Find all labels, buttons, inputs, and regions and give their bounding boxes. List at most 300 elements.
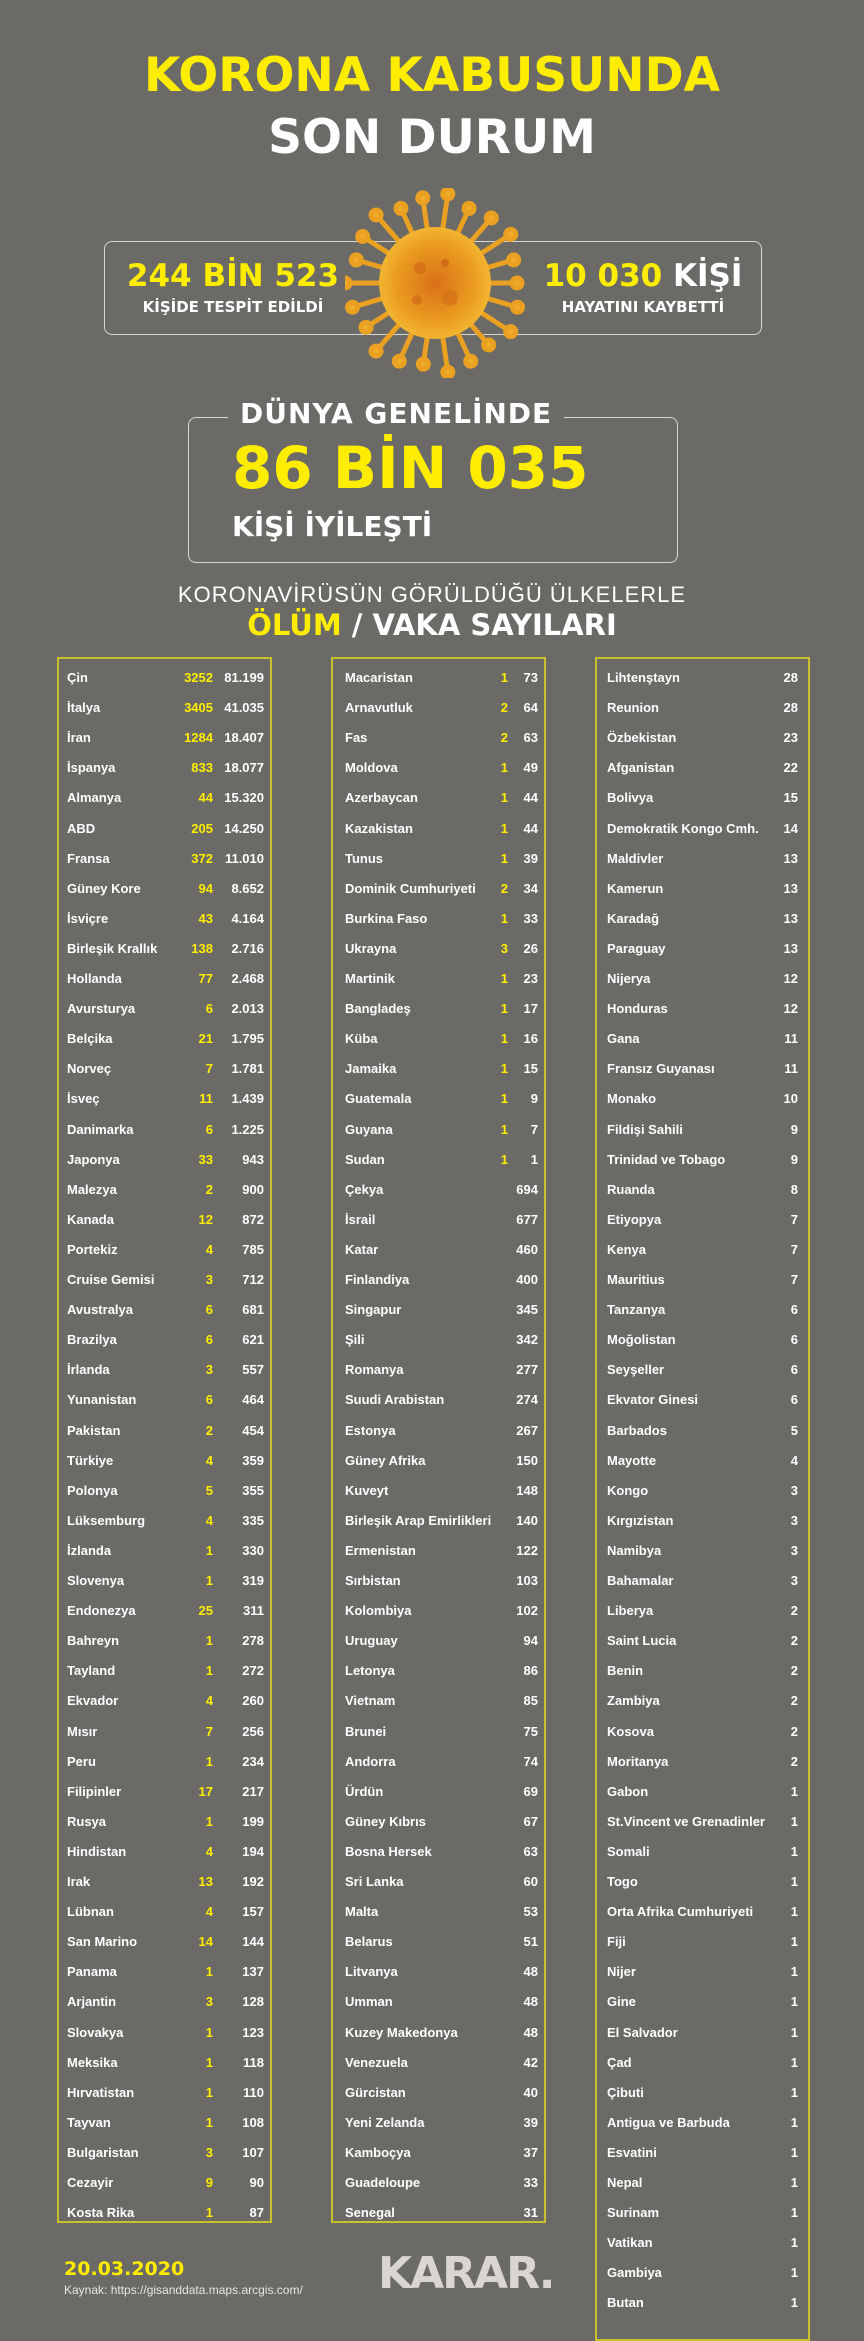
case-count: 1.781 [231,1061,264,1077]
country-row [59,1325,270,1355]
case-count: 48 [523,1964,538,1980]
country-row [333,1115,544,1145]
death-count: 4 [205,1512,213,1528]
country-name: Portekiz [67,1241,118,1257]
death-count: 44 [198,790,213,806]
country-name: Malta [345,1904,379,1920]
case-count: 1 [790,2205,798,2221]
country-row [597,1145,808,1175]
case-count: 872 [242,1211,264,1227]
country-row [333,1506,544,1536]
country-row [597,814,808,844]
country-name: Liberya [607,1603,654,1619]
virus-spike-tip [509,255,519,265]
country-row [333,1656,544,1686]
country-row [59,693,270,723]
country-name: Litvanya [345,1964,398,1980]
country-name: Senegal [345,2205,395,2221]
case-count: 335 [242,1512,264,1528]
case-count: 7 [530,1121,538,1137]
death-count: 6 [205,1302,213,1318]
case-count: 319 [242,1573,264,1588]
country-row [597,1325,808,1355]
country-name: Finlandiya [345,1272,410,1287]
country-row [333,1897,544,1927]
case-count: 1 [790,1813,798,1829]
case-count: 260 [242,1693,264,1709]
country-name: Polonya [67,1482,118,1498]
death-count: 5 [205,1482,213,1498]
country-row [597,1717,808,1747]
case-count: 18.407 [224,730,264,746]
case-count: 150 [516,1452,538,1468]
country-row [333,1957,544,1987]
death-count: 43 [198,910,213,926]
death-count: 1 [500,1001,508,1017]
country-row [333,1536,544,1566]
country-name: Hindistan [67,1843,127,1859]
country-row [59,1927,270,1957]
death-count: 1 [500,790,508,806]
country-row [597,1656,808,1686]
country-name: Norveç [67,1061,112,1077]
case-count: 42 [523,2054,538,2070]
case-count: 74 [523,1753,538,1769]
case-count: 785 [242,1241,264,1257]
case-count: 1 [790,2295,798,2311]
country-name: Güney Kore [67,880,141,896]
country-row [597,964,808,994]
case-count: 48 [523,1994,538,2010]
death-count: 3 [205,1994,213,2010]
case-count: 3 [790,1573,798,1588]
case-count: 2 [790,1603,798,1619]
virus-spike-tip [443,189,453,199]
virus-spike-tip [347,302,357,312]
country-name: Tayvan [67,2114,111,2130]
country-name: Estonya [345,1422,396,1438]
case-count: 140 [516,1512,538,1528]
virus-spike-tip [396,203,406,213]
country-name: Slovakya [67,2024,124,2040]
section-title [0,608,864,642]
country-name: Almanya [67,790,122,806]
country-name: İran [67,730,91,746]
country-row [333,753,544,783]
country-row [597,1807,808,1837]
case-count: 144 [242,1934,264,1950]
country-row [597,1957,808,1987]
case-count: 11 [784,1061,798,1077]
case-count: 69 [523,1783,538,1799]
country-row [333,1145,544,1175]
case-count: 15 [783,790,798,806]
country-name: Romanya [345,1362,404,1378]
case-count: 23 [783,730,798,746]
country-name: Arnavutluk [345,700,413,716]
case-count: 278 [242,1633,264,1649]
case-count: 2.013 [231,1001,264,1017]
country-name: San Marino [67,1934,138,1950]
death-count: 1 [500,850,508,866]
cases-prefix: 244 [126,258,203,294]
case-count: 63 [523,1843,538,1859]
death-count: 1 [205,1663,213,1679]
country-name: Guatemala [345,1091,412,1107]
death-count: 3 [205,1362,213,1378]
country-name: Birleşik Arap Emirlikleri [345,1512,492,1528]
country-row [333,2048,544,2078]
country-name: Sudan [345,1151,385,1167]
date: 20.03.2020 [64,2258,185,2280]
death-count: 14 [198,1934,213,1950]
country-name: Çekya [345,1181,384,1197]
country-row [597,2168,808,2198]
country-name: Bolivya [607,790,654,806]
case-count: 13 [783,880,798,896]
death-count: 1 [205,1753,213,1769]
country-row [597,844,808,874]
country-row [59,1205,270,1235]
country-row [333,1446,544,1476]
country-row [59,1596,270,1626]
case-count: 107 [242,2144,264,2160]
country-name: Karadağ [607,910,660,926]
country-name: Gana [607,1031,640,1047]
case-count: 73 [523,670,538,685]
recovered-heading: DÜNYA GENELİNDE [228,397,564,430]
country-name: İsviçre [67,910,109,926]
case-count: 41.035 [224,700,264,716]
country-name: Kongo [607,1482,649,1498]
country-row [59,1145,270,1175]
country-name: Hollanda [67,971,122,986]
case-count: 16 [523,1031,538,1047]
case-count: 28 [783,700,798,716]
country-row [597,904,808,934]
death-count: 1 [205,2084,213,2100]
country-name: Uruguay [345,1633,398,1649]
virus-spike-tip [371,346,381,356]
country-row [59,1536,270,1566]
country-row [597,1054,808,1084]
country-row [597,1686,808,1716]
country-name: Irak [67,1874,91,1889]
country-name: Kamboçya [345,2144,411,2160]
country-row [333,1476,544,1506]
case-count: 2 [790,1723,798,1739]
virus-spike-tip [464,203,474,213]
country-row [59,1807,270,1837]
case-count: 359 [242,1452,264,1468]
country-name: Umman [345,1994,393,2010]
country-name: Ermenistan [345,1542,416,1558]
case-count: 26 [523,940,538,956]
country-row [597,1536,808,1566]
country-name: Reunion [607,700,659,716]
country-name: Avursturya [67,1001,136,1017]
country-name: İspanya [67,760,116,776]
country-row [597,1295,808,1325]
country-name: Guyana [345,1121,393,1137]
country-name: İrlanda [67,1362,110,1378]
country-name: Mauritius [607,1272,665,1287]
death-count: 1284 [184,730,213,746]
country-row [597,1747,808,1777]
case-count: 677 [516,1211,538,1227]
section-subtitle: KORONAVİRÜSÜN GÖRÜLDÜĞÜ ÜLKELERLE [177,582,687,607]
deaths-stat [528,258,758,316]
country-name: Bosna Hersek [345,1843,432,1859]
country-row [59,1987,270,2017]
country-name: Hırvatistan [67,2084,135,2100]
country-row [59,1024,270,1054]
death-count: 3 [500,940,508,956]
country-name: Fransız Guyanası [607,1061,715,1077]
case-count: 6 [790,1362,798,1378]
case-count: 9 [790,1121,798,1137]
country-name: Ruanda [607,1181,655,1197]
country-name: Tunus [345,850,384,866]
case-count: 31 [523,2205,538,2221]
case-count: 454 [242,1422,264,1438]
country-row [597,1235,808,1265]
deaths-label: HAYATINI KAYBETTİ [561,298,725,316]
country-name: Seyşeller [607,1362,665,1378]
case-count: 217 [242,1783,264,1799]
country-column-2 [331,657,546,2223]
country-name: Zambiya [607,1693,660,1709]
country-name: Cruise Gemisi [67,1272,155,1287]
virus-spike-tip [443,367,453,377]
case-count: 33 [523,910,538,926]
death-count: 12 [198,1211,213,1227]
virus-spike-tip [351,255,361,265]
country-row [59,723,270,753]
case-count: 13 [783,940,798,956]
country-row [597,934,808,964]
country-row [333,1747,544,1777]
country-name: Saint Lucia [607,1633,677,1649]
country-row [59,1446,270,1476]
deaths-number: 10 030 [543,258,673,294]
country-name: Mısır [67,1723,98,1739]
title-line-2: SON DURUM [268,110,596,165]
country-row [333,1686,544,1716]
country-name: Pakistan [67,1422,121,1438]
country-name: Moritanya [607,1753,669,1769]
cases-bin: BİN [202,258,264,294]
country-name: Jamaika [345,1061,397,1077]
recovered-number: 86 BİN 035 [232,434,589,502]
country-row [597,2138,808,2168]
case-count: 34 [523,880,538,896]
case-count: 1 [790,1783,798,1799]
virus-spike-tip [394,356,404,366]
cases-stat [118,258,348,316]
country-column-3 [595,657,810,2341]
case-count: 11.010 [224,850,264,866]
country-name: Antigua ve Barbuda [607,2114,730,2130]
country-row [59,2048,270,2078]
country-name: Belarus [345,1934,393,1950]
country-row [333,994,544,1024]
country-row [333,2198,544,2228]
country-row [597,1837,808,1867]
case-count: 148 [516,1482,538,1498]
country-row [59,2138,270,2168]
death-count: 1 [205,1573,213,1588]
country-row [333,1566,544,1596]
country-name: Bahamalar [607,1573,674,1588]
country-row [333,1205,544,1235]
case-count: 53 [523,1904,538,1920]
country-name: Orta Afrika Cumhuriyeti [607,1904,754,1920]
country-row [333,693,544,723]
case-count: 108 [242,2114,264,2130]
case-count: 199 [242,1813,264,1829]
country-row [59,1506,270,1536]
case-count: 1.225 [231,1121,264,1137]
death-count: 4 [205,1241,213,1257]
country-name: Nepal [607,2175,643,2190]
case-count: 23 [523,971,538,986]
country-name: Surinam [607,2205,660,2221]
case-count: 1 [790,2054,798,2070]
country-row [333,2018,544,2048]
country-row [59,1566,270,1596]
country-row [333,1927,544,1957]
case-count: 1.795 [231,1031,264,1047]
death-count: 4 [205,1904,213,1920]
country-row [597,1777,808,1807]
country-name: Nijerya [607,971,651,986]
country-name: Togo [607,1874,638,1889]
case-count: 48 [523,2024,538,2040]
country-column-1 [57,657,272,2223]
country-name: Bangladeş [345,1001,411,1017]
country-row [333,874,544,904]
country-name: Kuveyt [345,1482,389,1498]
country-name: Somali [607,1843,650,1859]
country-name: Kırgızistan [607,1512,674,1528]
country-name: Esvatini [607,2144,657,2160]
virus-spike-tip [484,340,494,350]
country-name: Brazilya [67,1332,117,1348]
country-row [597,1566,808,1596]
country-row [59,1355,270,1385]
country-name: Ukrayna [345,940,397,956]
case-count: 128 [242,1994,264,2010]
country-row [59,663,270,693]
case-count: 9 [790,1151,798,1167]
death-count: 33 [198,1151,213,1167]
country-row [333,1717,544,1747]
death-count: 2 [205,1181,213,1197]
country-name: Kosova [607,1723,654,1739]
country-name: İtalya [67,700,101,716]
country-row [59,783,270,813]
country-name: Etiyopya [607,1211,662,1227]
country-row [597,1867,808,1897]
country-row [597,753,808,783]
country-name: Butan [607,2295,644,2311]
case-count: 64 [523,700,538,716]
death-count: 138 [191,940,213,956]
death-count: 3405 [184,700,213,716]
death-count: 372 [191,850,213,866]
country-name: Namibya [607,1542,662,1558]
case-count: 400 [516,1272,538,1287]
country-name: Kuzey Makedonya [345,2024,458,2040]
country-row [333,934,544,964]
death-count: 21 [198,1031,213,1047]
case-count: 355 [242,1482,264,1498]
death-count: 3252 [184,670,213,685]
death-count: 4 [205,1693,213,1709]
country-row [597,1596,808,1626]
case-count: 2 [790,1693,798,1709]
country-name: Nijer [607,1964,636,1980]
country-name: Tayland [67,1663,116,1679]
country-row [597,1265,808,1295]
country-row [333,1416,544,1446]
country-name: Paraguay [607,940,666,956]
country-name: Suudi Arabistan [345,1392,445,1408]
death-count: 17 [198,1783,213,1799]
country-name: Tanzanya [607,1302,666,1318]
case-count: 2 [790,1753,798,1769]
country-row [59,934,270,964]
country-name: Fransa [67,850,110,866]
case-count: 345 [516,1302,538,1318]
case-count: 51 [523,1934,538,1950]
country-row [597,1476,808,1506]
country-name: Meksika [67,2054,118,2070]
death-count: 1 [500,760,508,776]
virus-spike-tip [466,356,476,366]
virus-spike-tip [361,322,371,332]
country-name: Gürcistan [345,2084,406,2100]
case-count: 37 [523,2144,538,2160]
country-name: Lüksemburg [67,1512,146,1528]
case-count: 3 [790,1512,798,1528]
case-count: 122 [516,1542,538,1558]
country-row [597,2018,808,2048]
section-title-deaths: ÖLÜM [247,608,342,642]
country-row [59,2018,270,2048]
country-name: Kanada [67,1211,114,1227]
country-row [59,1084,270,1114]
case-count: 1 [790,1843,798,1859]
death-count: 205 [191,820,213,836]
country-name: Türkiye [67,1452,114,1468]
country-row [59,1626,270,1656]
death-count: 1 [500,1151,508,1167]
country-name: Gine [607,1994,636,2010]
case-count: 1 [790,1964,798,1980]
virus-spike-tip [513,302,523,312]
country-row [59,1476,270,1506]
country-row [333,1024,544,1054]
death-count: 2 [500,700,508,716]
country-name: Bahreyn [67,1633,120,1649]
country-row [333,814,544,844]
case-count: 267 [516,1422,538,1438]
case-count: 90 [249,2175,264,2190]
country-row [59,1265,270,1295]
virus-spike-tip [358,232,368,242]
